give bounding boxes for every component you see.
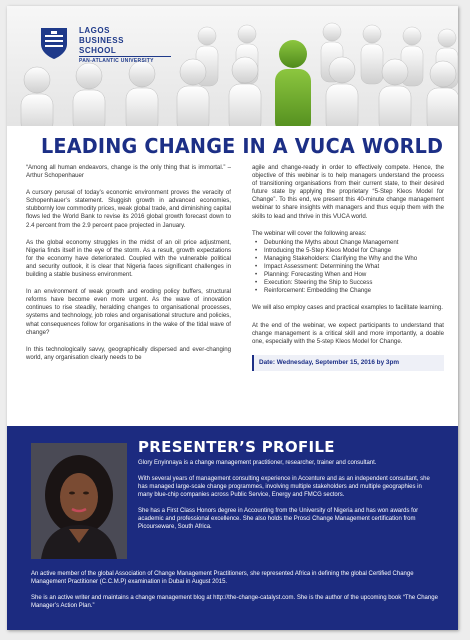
flyer-page: [7, 6, 458, 630]
bullet-icon: •: [255, 263, 258, 271]
body-paragraph: agile and change-ready in order to effectively compete. Hence, the objective of this webinar is to help managers understand the process of transitioning organisations from their current state, to their desired future state by applying the proprietary “5-Step Kleos Model for Change”. To this end, we present this 40-minute change management webinar to share insights with managers and thus equip them with the skills to lead and thrive in this VUCA world.: [252, 164, 444, 220]
body-paragraph: At the end of the webinar, we expect participants to understand that change management is a critical skill and more importantly, a doable one, especially with the 5-step Kleos Model for Change.: [252, 321, 444, 345]
lbs-logo: [39, 24, 179, 74]
bullet-icon: •: [255, 246, 258, 254]
body-paragraph: We will also employ cases and practical examples to facilitate learning.: [252, 304, 443, 312]
body-paragraph: In this technologically savvy, geographically dispersed and ever-changing world, any organisation clearly needs to be: [26, 345, 231, 361]
logo-text-school: SCHOOL: [79, 46, 117, 55]
bullet-icon: •: [255, 238, 258, 246]
list-item: • Impact Assessment: Determining the What: [255, 263, 380, 271]
body-paragraph: As the global economy struggles in the midst of an oil price adjustment, Nigeria finds itself in the eye of the storm. As a result, growth expectations for the economy have deteriorated. Coupled with the vulnerable political and security outlook, it is clear that Nigeria faces significant challenges in building a stable business environment.: [26, 238, 231, 279]
quote-paragraph: “Among all human endeavors, change is the only thing that is immortal.” – Arthur Schopenhauer: [26, 164, 231, 180]
presenter-bio: [138, 459, 438, 539]
webinar-list-heading: The webinar will cover the following areas:: [252, 229, 367, 237]
event-date-banner: Date: Wednesday, September 15, 2016 by 3pm: [252, 355, 444, 371]
list-item: • Introducing the 5-Step Kleos Model for Change: [255, 246, 392, 254]
bullet-icon: •: [255, 279, 258, 287]
bio-paragraph: With several years of management consulting experience in Accenture and as an independent consultant, she has managed large-scale change programmes, involving multiple stakeholders and multiple geographies in many blue-chip companies across Public Service, Energy and FMCG sectors.: [138, 476, 430, 498]
presenter-photo: [31, 443, 127, 559]
hero-banner: [7, 6, 458, 126]
list-item: • Debunking the Myths about Change Management: [255, 238, 399, 246]
left-column: [26, 164, 231, 371]
list-item: • Managing Stakeholders: Clarifying the Why and the Who: [255, 254, 418, 262]
presenter-bio-continued: [31, 570, 441, 618]
presenter-portrait-image: [31, 443, 127, 559]
logo-text-university: PAN-ATLANTIC UNIVERSITY: [79, 56, 171, 64]
body-paragraph: In an environment of weak growth and eroding policy buffers, structural reforms have become even more urgent. As the wave of innovation continues to rise steadily, heralding changes to organisational processes, systems and technology, job roles and organisational structure and policies, what consequences follow for organisations in the wake of the tidal wave of change?: [26, 288, 231, 336]
bio-paragraph: She has a First Class Honors degree in Accounting from the University of Nigeria and has won awards for academic and professional excellence. She also holds the Prosci Change Management certification from Picourseware, South Africa.: [138, 508, 419, 530]
bullet-icon: •: [255, 254, 258, 262]
logo-text-business: BUSINESS: [79, 36, 124, 45]
page-title: LEADING CHANGE IN A VUCA WORLD: [41, 134, 444, 158]
shield-crest-icon: [39, 26, 69, 60]
bullet-icon: •: [255, 287, 258, 295]
bio-paragraph: Glory Enyinnaya is a change management practitioner, researcher, trainer and consultant.: [138, 460, 377, 466]
list-item: • Execution: Steering the Ship to Success: [255, 279, 373, 287]
presenter-profile-section: [7, 426, 458, 630]
list-item: • Planning: Forecasting When and How: [255, 271, 367, 279]
logo-text-lagos: LAGOS: [79, 26, 110, 35]
presenter-profile-heading: PRESENTER’S PROFILE: [138, 438, 335, 456]
list-item: • Reinforcement: Embedding the Change: [255, 287, 372, 295]
right-column: [252, 164, 444, 371]
bullet-icon: •: [255, 271, 258, 279]
body-paragraph: A cursory perusal of today’s economic environment proves the veracity of Schopenhauer’s statement. Sluggish growth in advanced economies, stubbornly low commodity prices, weak global trade, and diminishing capital flows led the World Bank to revise its 2016 global growth forecast down to 2.4 percent from the 2.9 percent pace projected in January.: [26, 189, 231, 229]
bio-paragraph: She is an active writer and maintains a change management blog at http://the-change-catalyst.com. She is the author of the upcoming book “The Change Manager’s Action Plan.”: [31, 595, 438, 609]
bio-paragraph: An active member of the global Association of Change Management Practitioners, she represented Africa in defining the global Certified Change Management Practitioner (C.C.M.P) examination in Dubai in August 2015.: [31, 571, 414, 585]
webinar-topics-list: [252, 239, 444, 296]
